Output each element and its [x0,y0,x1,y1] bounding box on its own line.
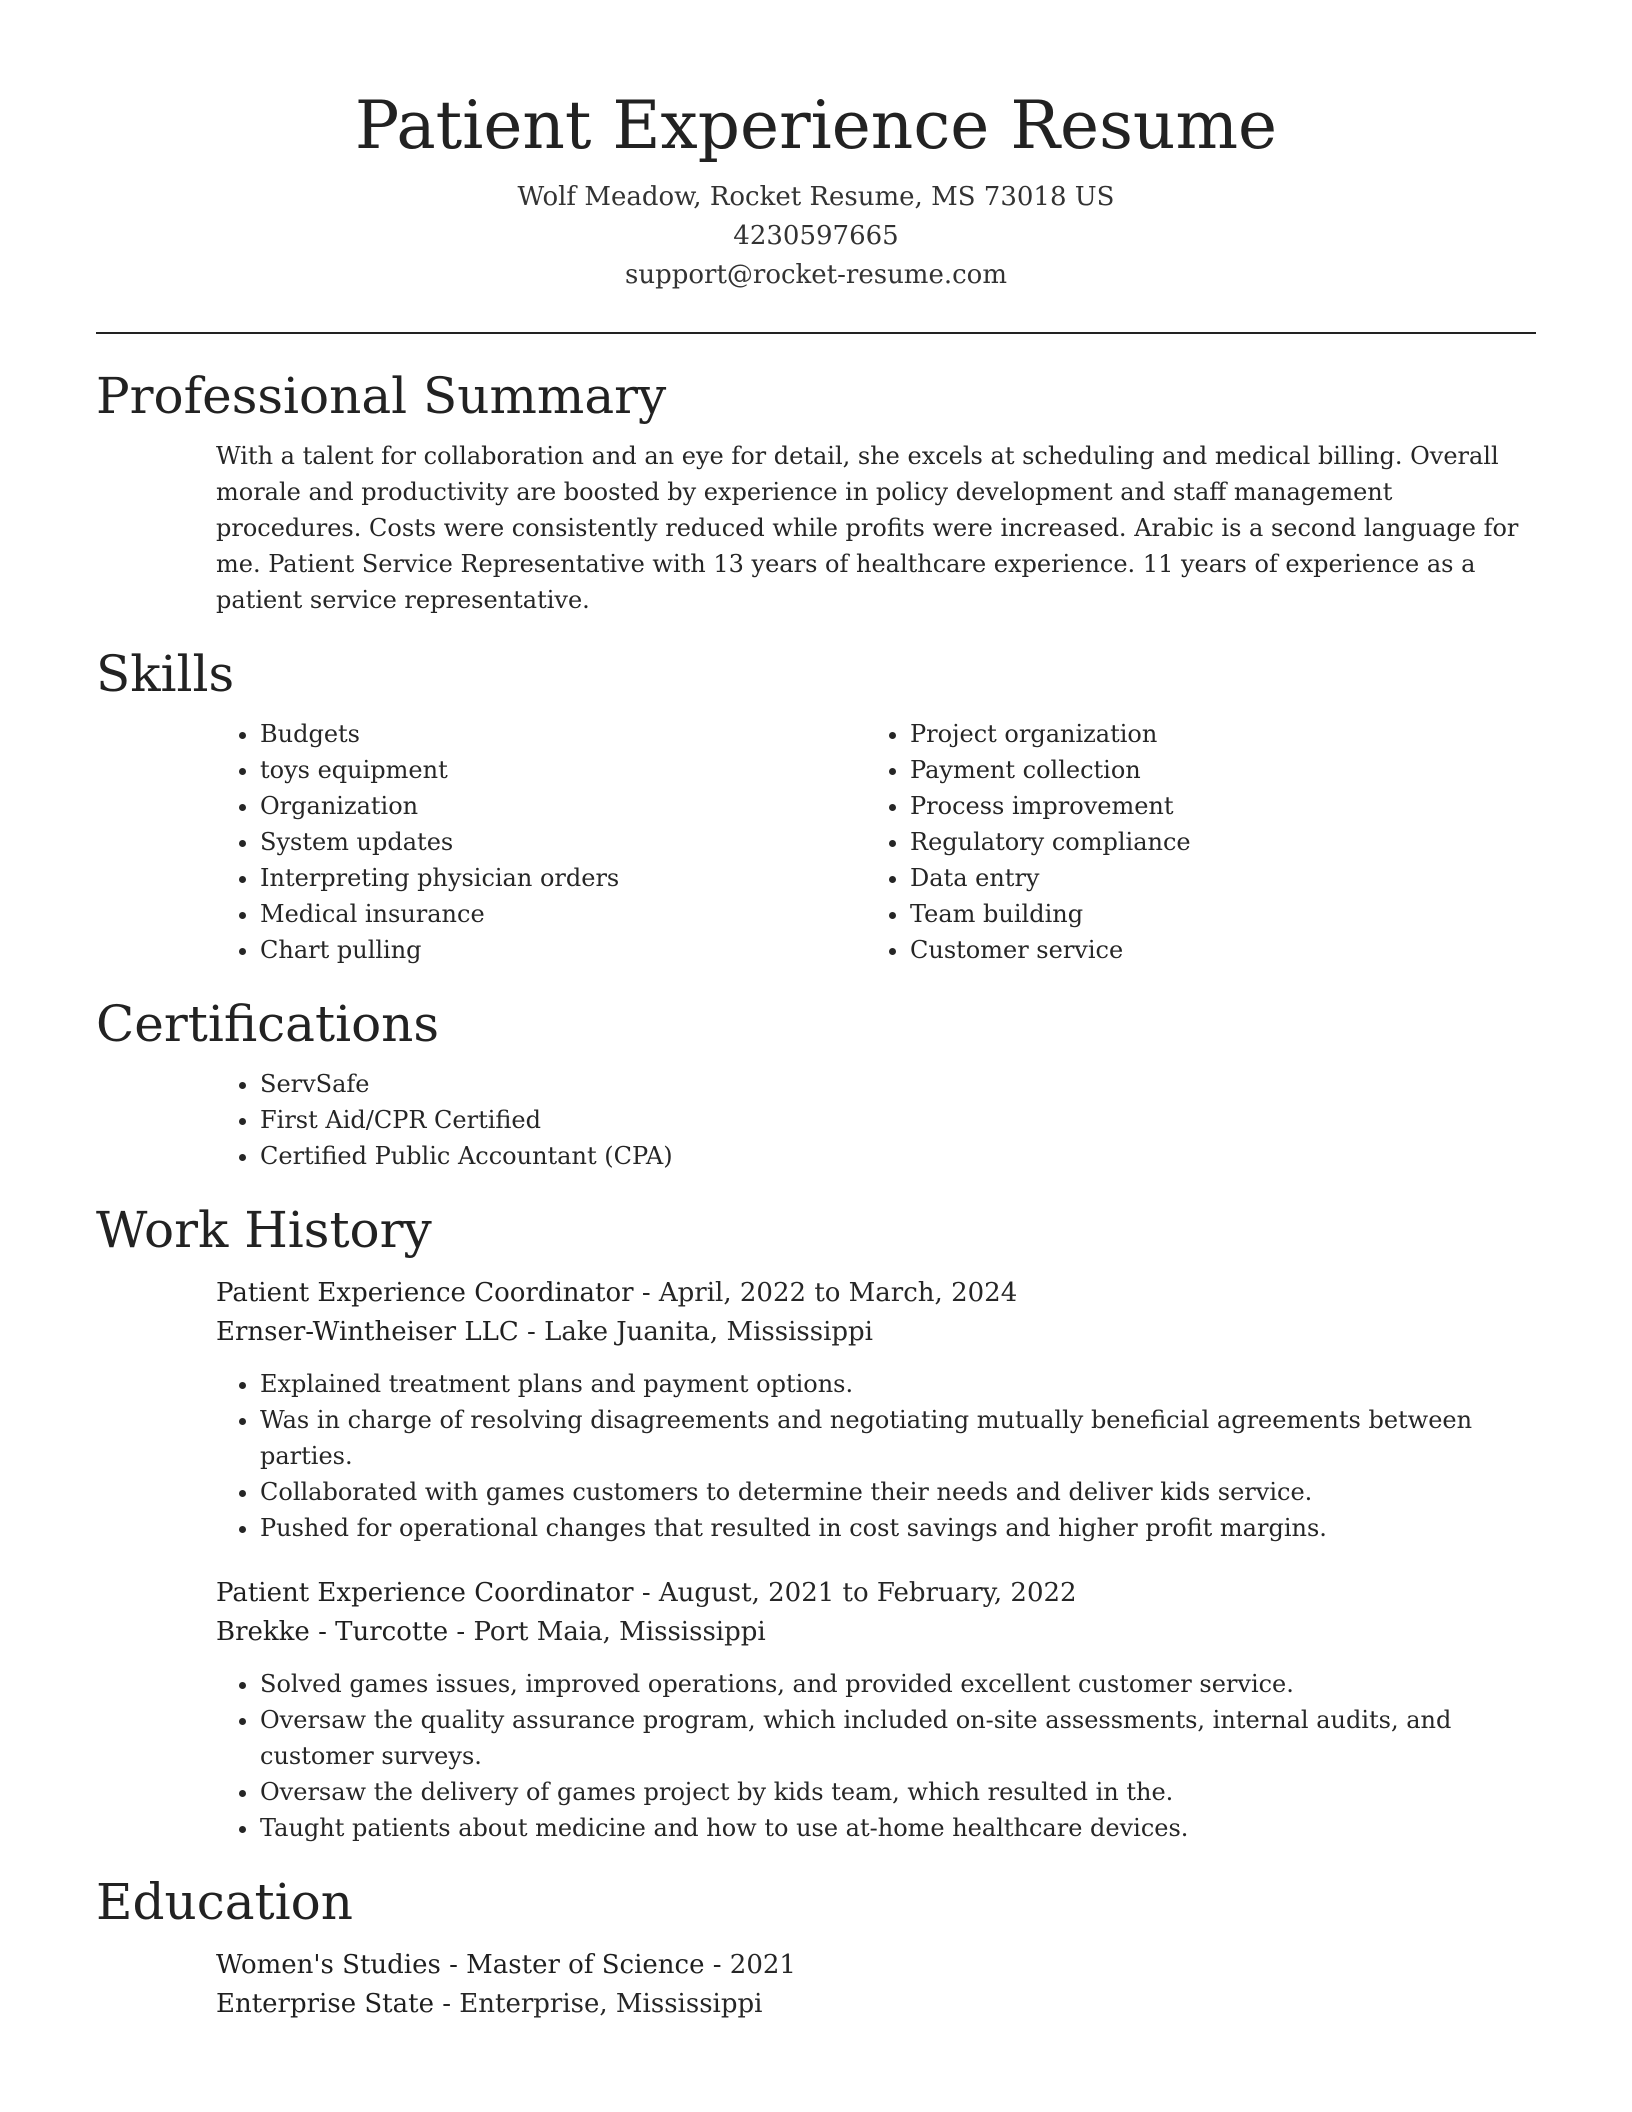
certification-item: • Certified Public Accountant (CPA) [260,1138,1536,1174]
skill-item: • Organization [260,788,866,824]
skill-item: • System updates [260,824,866,860]
summary-text: With a talent for collaboration and an eye for detail, she excels at scheduling and medical billing. Overall morale and productivity are boosted by experience in policy development and staff management procedures. Costs were consistently reduced while profits were increased. Arabic is a second language for me. Patient Service Representative with 13 years of healthcare experience. 11 years of experience as a patient service representative. [216,442,1519,614]
job-duty: • Explained treatment plans and payment options. [260,1366,1536,1402]
education-field: Women's Studies [216,1950,441,1980]
job-duty: • Oversaw the delivery of games project by kids team, which resulted in the. [260,1774,1536,1810]
skill-item: • Payment collection [910,752,1516,788]
job-location: - Port Maia, Mississippi [448,1617,766,1647]
skill-item: • Process improvement [910,788,1516,824]
skills-section [96,644,1536,968]
skill-item: • Chart pulling [260,932,866,968]
job-duty: • Solved games issues, improved operations, and provided excellent customer service. [260,1666,1536,1702]
job-company: Ernser-Wintheiser LLC [216,1317,519,1347]
skill-item: • Medical insurance [260,896,866,932]
job-duties-list [216,1666,1536,1846]
job-company-line [216,1313,1536,1352]
job-duty: • Was in charge of resolving disagreements and negotiating mutually beneficial agreements between parties. [260,1402,1536,1474]
skill-item: • Data entry [910,860,1516,896]
job-location: - Lake Juanita, Mississippi [518,1317,873,1347]
certifications-heading: Certifications [96,995,440,1053]
skill-item: • Interpreting physician orders [260,860,866,896]
job-duty: • Oversaw the quality assurance program, which included on-site assessments, internal audits, and customer surveys. [260,1702,1536,1774]
work-history-heading: Work History [96,1201,432,1259]
skill-item: • toys equipment [260,752,866,788]
contact-address: Wolf Meadow, Rocket Resume, MS 73018 US [517,182,1115,212]
skill-item: • Customer service [910,932,1516,968]
education-heading: Education [96,1873,353,1931]
education-year: - 2021 [704,1950,796,1980]
header-divider [96,332,1536,334]
contact-block [96,178,1536,295]
contact-phone: 4230597665 [733,221,899,251]
job-title-line [216,1274,1536,1313]
job-dates: - April, 2022 to March, 2024 [633,1278,1018,1308]
certifications-section [96,994,1536,1174]
job-duties-list [216,1366,1536,1546]
resume-header [96,0,1536,295]
skill-item: • Budgets [260,716,866,752]
contact-email: support@rocket-resume.com [624,260,1007,290]
education-location: - Enterprise, Mississippi [433,1989,763,2019]
job-duty: • Pushed for operational changes that resulted in cost savings and higher profit margins. [260,1510,1536,1546]
job-dates: - August, 2021 to February, 2022 [633,1578,1077,1608]
certifications-list [216,1066,1536,1174]
resume-title: Patient Experience Resume [354,87,1278,164]
certification-item: • ServSafe [260,1066,1536,1102]
job-company: Brekke - Turcotte [216,1617,449,1647]
education-school-line [216,1985,1536,2024]
certification-item: • First Aid/CPR Certified [260,1102,1536,1138]
work-history-section [96,1200,1536,1846]
skills-heading: Skills [96,645,235,703]
job-entry [216,1574,1536,1846]
job-role: Patient Experience Coordinator [216,1278,634,1308]
skills-list-right [866,716,1516,968]
job-company-line [216,1613,1536,1652]
resume-page [96,0,1536,2024]
summary-heading: Professional Summary [96,367,667,425]
education-section [96,1872,1536,2024]
skill-item: • Regulatory compliance [910,824,1516,860]
job-duty: • Collaborated with games customers to determine their needs and deliver kids service. [260,1474,1536,1510]
skill-item: • Project organization [910,716,1516,752]
skills-list-left [216,716,866,968]
skill-item: • Team building [910,896,1516,932]
job-duty: • Taught patients about medicine and how to use at-home healthcare devices. [260,1810,1536,1846]
education-school: Enterprise State [216,1989,434,2019]
summary-section [96,366,1536,618]
job-role: Patient Experience Coordinator [216,1578,634,1608]
job-entry [216,1274,1536,1546]
job-title-line [216,1574,1536,1613]
education-degree-line [216,1946,1536,1985]
education-degree: - Master of Science [440,1950,705,1980]
